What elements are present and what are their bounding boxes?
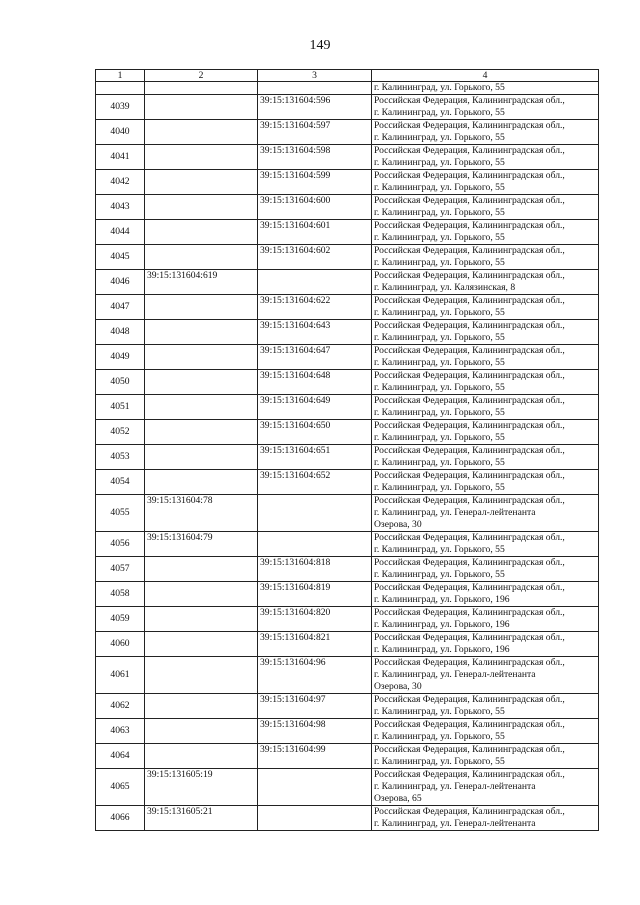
table-row — [96, 632, 599, 657]
cell-cadastral-2 — [145, 345, 258, 370]
cell-cadastral-2 — [145, 657, 258, 694]
cell-cadastral-2 — [145, 370, 258, 395]
cell-cadastral-2: 39:15:131604:619 — [145, 270, 258, 295]
cell-cadastral-3: 39:15:131604:99 — [258, 744, 372, 769]
cell-address: Российская Федерация, Калининградская обл., г. Калининград, ул. Горького, 196 — [372, 582, 599, 607]
cell-cadastral-2 — [145, 245, 258, 270]
cell-cadastral-2 — [145, 295, 258, 320]
cell-number: 4052 — [96, 420, 145, 445]
table-row — [96, 420, 599, 445]
cell-cadastral-3: 39:15:131604:820 — [258, 607, 372, 632]
cell-cadastral-3: 39:15:131604:599 — [258, 170, 372, 195]
table-row — [96, 145, 599, 170]
cell-cadastral-3: 39:15:131604:98 — [258, 719, 372, 744]
cell-address: Российская Федерация, Калининградская обл., г. Калининград, ул. Горького, 55 — [372, 420, 599, 445]
cell-number: 4041 — [96, 145, 145, 170]
cadastral-table — [95, 69, 599, 831]
cell-address: Российская Федерация, Калининградская обл., г. Калининград, ул. Горького, 55 — [372, 694, 599, 719]
cell-address: Российская Федерация, Калининградская обл., г. Калининград, ул. Горького, 55 — [372, 195, 599, 220]
cell-address: Российская Федерация, Калининградская обл., г. Калининград, ул. Горького, 55 — [372, 557, 599, 582]
cell-number: 4054 — [96, 470, 145, 495]
cell-cadastral-3: 39:15:131604:821 — [258, 632, 372, 657]
cell-number: 4042 — [96, 170, 145, 195]
table-row — [96, 744, 599, 769]
header-col-4: 4 — [372, 70, 599, 82]
cell-number: 4059 — [96, 607, 145, 632]
cell-cadastral-2 — [145, 120, 258, 145]
cell-address: г. Калининград, ул. Горького, 55 — [372, 82, 599, 95]
table-row — [96, 470, 599, 495]
cell-number: 4050 — [96, 370, 145, 395]
cell-number: 4039 — [96, 95, 145, 120]
table-row — [96, 495, 599, 532]
cell-cadastral-3 — [258, 532, 372, 557]
table-row — [96, 345, 599, 370]
cell-cadastral-2 — [145, 632, 258, 657]
cell-cadastral-2 — [145, 195, 258, 220]
table-row — [96, 270, 599, 295]
table-row — [96, 195, 599, 220]
cell-address: Российская Федерация, Калининградская обл., г. Калининград, ул. Горького, 196 — [372, 607, 599, 632]
cell-cadastral-2 — [145, 694, 258, 719]
table-row — [96, 607, 599, 632]
table-row — [96, 320, 599, 345]
cell-number: 4062 — [96, 694, 145, 719]
cell-number: 4065 — [96, 769, 145, 806]
table-row — [96, 445, 599, 470]
cell-number: 4044 — [96, 220, 145, 245]
cell-cadastral-3: 39:15:131604:650 — [258, 420, 372, 445]
cell-number — [96, 82, 145, 95]
table-row — [96, 295, 599, 320]
cell-cadastral-3: 39:15:131604:597 — [258, 120, 372, 145]
cell-cadastral-2: 39:15:131604:78 — [145, 495, 258, 532]
table-row — [96, 769, 599, 806]
header-col-2: 2 — [145, 70, 258, 82]
cell-number: 4057 — [96, 557, 145, 582]
table-body — [96, 82, 599, 831]
cell-number: 4060 — [96, 632, 145, 657]
cell-cadastral-3 — [258, 806, 372, 831]
cell-cadastral-2 — [145, 582, 258, 607]
cell-cadastral-2 — [145, 320, 258, 345]
cell-cadastral-2 — [145, 420, 258, 445]
cell-cadastral-2 — [145, 744, 258, 769]
cell-cadastral-3: 39:15:131604:818 — [258, 557, 372, 582]
cell-cadastral-2 — [145, 719, 258, 744]
table-row — [96, 719, 599, 744]
table-row — [96, 245, 599, 270]
cell-number: 4040 — [96, 120, 145, 145]
cell-address: Российская Федерация, Калининградская обл., г. Калининград, ул. Горького, 55 — [372, 744, 599, 769]
table-row — [96, 395, 599, 420]
cell-number: 4061 — [96, 657, 145, 694]
cell-address: Российская Федерация, Калининградская обл., г. Калининград, ул. Горького, 55 — [372, 295, 599, 320]
cell-cadastral-2 — [145, 395, 258, 420]
cell-number: 4043 — [96, 195, 145, 220]
cell-number: 4063 — [96, 719, 145, 744]
cell-address: Российская Федерация, Калининградская обл., г. Калининград, ул. Горького, 55 — [372, 120, 599, 145]
table-header — [96, 70, 599, 82]
table-row — [96, 806, 599, 831]
cell-address: Российская Федерация, Калининградская обл., г. Калининград, ул. Горького, 55 — [372, 395, 599, 420]
cell-cadastral-3: 39:15:131604:596 — [258, 95, 372, 120]
cell-cadastral-3 — [258, 82, 372, 95]
cell-cadastral-2 — [145, 557, 258, 582]
cell-cadastral-3: 39:15:131604:600 — [258, 195, 372, 220]
cell-cadastral-2 — [145, 95, 258, 120]
cell-cadastral-3: 39:15:131604:647 — [258, 345, 372, 370]
cell-cadastral-2 — [145, 82, 258, 95]
cell-address: Российская Федерация, Калининградская обл., г. Калининград, ул. Горького, 55 — [372, 95, 599, 120]
table-row — [96, 370, 599, 395]
table-row — [96, 582, 599, 607]
cell-cadastral-3: 39:15:131604:643 — [258, 320, 372, 345]
cell-address: Российская Федерация, Калининградская обл., г. Калининград, ул. Горького, 55 — [372, 220, 599, 245]
cell-number: 4056 — [96, 532, 145, 557]
cell-cadastral-3: 39:15:131604:648 — [258, 370, 372, 395]
cell-number: 4049 — [96, 345, 145, 370]
header-col-1: 1 — [96, 70, 145, 82]
table-row — [96, 532, 599, 557]
cell-cadastral-3 — [258, 270, 372, 295]
cell-address: Российская Федерация, Калининградская обл., г. Калининград, ул. Горького, 55 — [372, 145, 599, 170]
cell-number: 4051 — [96, 395, 145, 420]
cell-number: 4058 — [96, 582, 145, 607]
cell-cadastral-2 — [145, 470, 258, 495]
cell-cadastral-3: 39:15:131604:819 — [258, 582, 372, 607]
cell-address: Российская Федерация, Калининградская обл., г. Калининград, ул. Горького, 55 — [372, 245, 599, 270]
cell-address: Российская Федерация, Калининградская обл., г. Калининград, ул. Генерал-лейтенанта Озерова, 65 — [372, 769, 599, 806]
cell-cadastral-3: 39:15:131604:651 — [258, 445, 372, 470]
cell-cadastral-2 — [145, 445, 258, 470]
cell-address: Российская Федерация, Калининградская обл., г. Калининград, ул. Горького, 55 — [372, 370, 599, 395]
cell-address: Российская Федерация, Калининградская обл., г. Калининград, ул. Генерал-лейтенанта Озерова, 30 — [372, 495, 599, 532]
cell-number: 4055 — [96, 495, 145, 532]
table-row — [96, 95, 599, 120]
cell-cadastral-3 — [258, 495, 372, 532]
cell-address: Российская Федерация, Калининградская обл., г. Калининград, ул. Горького, 55 — [372, 445, 599, 470]
page-number: 149 — [309, 38, 331, 53]
cell-cadastral-3: 39:15:131604:97 — [258, 694, 372, 719]
cell-cadastral-3: 39:15:131604:602 — [258, 245, 372, 270]
cell-number: 4048 — [96, 320, 145, 345]
cell-cadastral-2 — [145, 607, 258, 632]
cell-cadastral-3: 39:15:131604:601 — [258, 220, 372, 245]
cell-cadastral-2: 39:15:131605:19 — [145, 769, 258, 806]
cell-address: Российская Федерация, Калининградская обл., г. Калининград, ул. Горького, 55 — [372, 532, 599, 557]
cell-cadastral-3: 39:15:131604:622 — [258, 295, 372, 320]
cell-cadastral-3 — [258, 769, 372, 806]
cell-address: Российская Федерация, Калининградская обл., г. Калининград, ул. Горького, 55 — [372, 719, 599, 744]
cell-address: Российская Федерация, Калининградская обл., г. Калининград, ул. Горького, 55 — [372, 470, 599, 495]
cell-cadastral-2: 39:15:131604:79 — [145, 532, 258, 557]
cell-number: 4045 — [96, 245, 145, 270]
cell-address: Российская Федерация, Калининградская обл., г. Калининград, ул. Генерал-лейтенанта Озерова, 30 — [372, 657, 599, 694]
cell-cadastral-3: 39:15:131604:649 — [258, 395, 372, 420]
table-row — [96, 220, 599, 245]
cell-number: 4053 — [96, 445, 145, 470]
table-row — [96, 120, 599, 145]
cell-address: Российская Федерация, Калининградская обл., г. Калининград, ул. Калязинская, 8 — [372, 270, 599, 295]
cell-number: 4066 — [96, 806, 145, 831]
cell-address: Российская Федерация, Калининградская обл., г. Калининград, ул. Горького, 55 — [372, 320, 599, 345]
cell-number: 4046 — [96, 270, 145, 295]
cell-cadastral-2 — [145, 145, 258, 170]
cell-cadastral-3: 39:15:131604:598 — [258, 145, 372, 170]
cell-cadastral-3: 39:15:131604:652 — [258, 470, 372, 495]
cell-cadastral-2 — [145, 220, 258, 245]
cell-number: 4064 — [96, 744, 145, 769]
cell-cadastral-2 — [145, 170, 258, 195]
table-row — [96, 657, 599, 694]
cell-cadastral-2: 39:15:131605:21 — [145, 806, 258, 831]
table-row — [96, 557, 599, 582]
continuation-row — [96, 82, 599, 95]
cell-address: Российская Федерация, Калининградская обл., г. Калининград, ул. Генерал-лейтенанта — [372, 806, 599, 831]
cell-address: Российская Федерация, Калининградская обл., г. Калининград, ул. Горького, 55 — [372, 345, 599, 370]
cell-cadastral-3: 39:15:131604:96 — [258, 657, 372, 694]
table-row — [96, 694, 599, 719]
cell-number: 4047 — [96, 295, 145, 320]
table-row — [96, 170, 599, 195]
cell-address: Российская Федерация, Калининградская обл., г. Калининград, ул. Горького, 196 — [372, 632, 599, 657]
cell-address: Российская Федерация, Калининградская обл., г. Калининград, ул. Горького, 55 — [372, 170, 599, 195]
header-col-3: 3 — [258, 70, 372, 82]
